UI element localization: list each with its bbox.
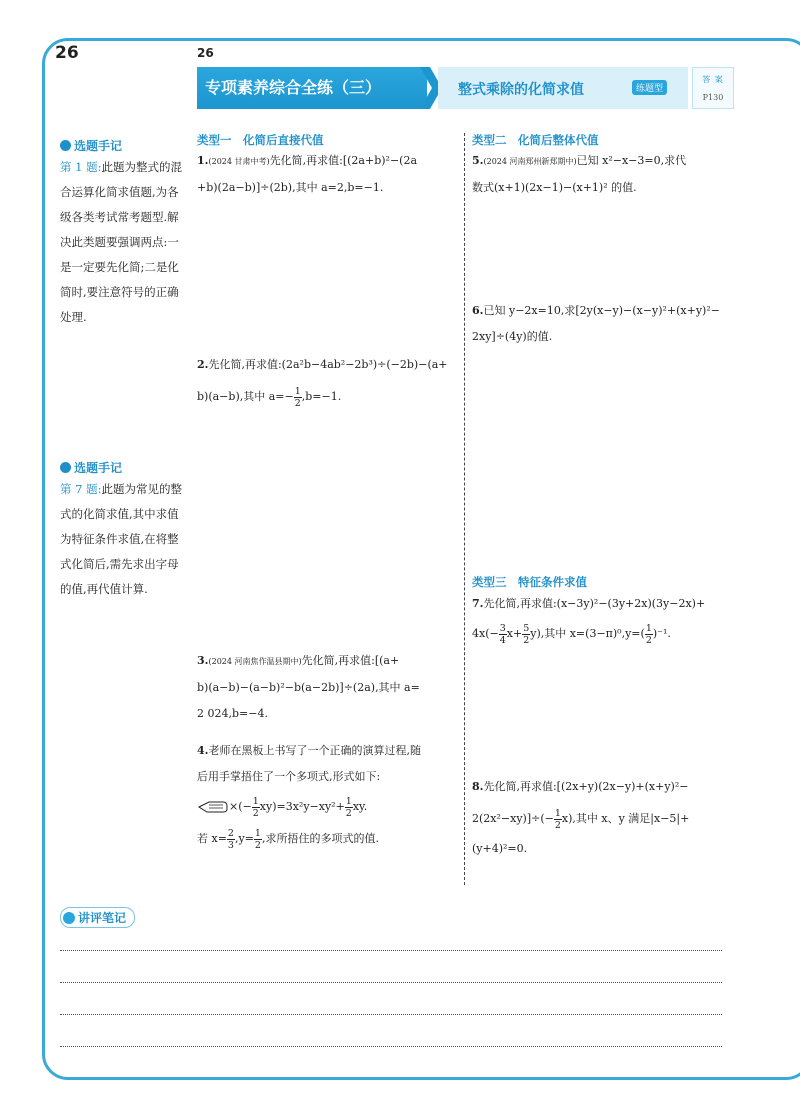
section-title: 专项素养综合全练（三）: [197, 67, 427, 109]
question-3: 3.(2024 河南焦作温县期中)先化简,再求值:[(a+ b)(a−b)−(a−b)²−b(a−2b)]÷(2a),其中 a= 2 024,b=−4.: [197, 654, 420, 720]
practice-tag: 练题型: [632, 80, 667, 95]
note-line[interactable]: [60, 982, 722, 983]
question-4: 4.老师在黑板上书写了一个正确的演算过程,随 后用手掌捂住了一个多项式,形式如下: ×(− $\frac{1}{2}$ xy)=3x²y−xy²+ $\frac{1}{2}$ xy. 若 x= $\frac{2}{3}$ ,y= $\frac{1}{2}$ ,求所捂住的多项式的值.: [197, 744, 421, 851]
note-icon: [60, 462, 71, 473]
page-number-small: 26: [197, 46, 214, 60]
type3-heading: 类型三 特征条件求值: [472, 575, 587, 589]
note-line[interactable]: [60, 1046, 722, 1047]
banner-subtitle: 整式乘除的化简求值: [458, 82, 584, 98]
type2-heading: 类型二 化简后整体代值: [472, 133, 599, 147]
answer-box: [692, 67, 734, 109]
question-8: 8.先化简,再求值:[(2x+y)(2x−y)+(x+y)²− 2(2x²−xy)]÷(− $\frac{1}{2}$ x),其中 x、y 满足|x−5|+ (y+4)²=0.: [472, 780, 690, 855]
sidebar-note-1: 第 1 题:此题为整式的混合运算化简求值题,为各级各类考试常考题型.解决此类题要强调两点:一是一定要先化简;二是化简时,要注意符号的正确处理.: [60, 160, 183, 324]
question-7: 7.先化简,再求值:(x−3y)²−(3y+2x)(3y−2x)+ 4x(− $\frac{3}{4}$ x+ $\frac{5}{2}$ y),其中 x=(3−π)⁰,y=( $\frac{1}{2}$ )⁻¹.: [472, 597, 706, 646]
note-line[interactable]: [60, 1014, 722, 1015]
type1-heading: 类型一 化简后直接代值: [197, 133, 324, 147]
question-2: 2.先化简,再求值:(2a²b−4ab²−2b³)÷(−2b)−(a+ b)(a−b),其中 a=− $\frac{1}{2}$ ,b=−1.: [197, 358, 448, 409]
page-number: 26: [55, 43, 79, 63]
sidebar-heading-2: 选题手记: [60, 459, 122, 476]
question-1: 1.(2024 甘肃中考)先化简,再求值:[(2a+b)²−(2a +b)(2a−b)]÷(2b),其中 a=2,b=−1.: [197, 154, 418, 194]
question-6: 6.已知 y−2x=10,求[2y(x−y)−(x−y)²+(x+y)²− 2xy]÷(4y)的值.: [472, 304, 720, 343]
column-divider: [464, 133, 465, 885]
notes-icon: [63, 912, 75, 924]
answer-page: P130: [702, 93, 724, 102]
answer-label: 答 案: [702, 75, 724, 84]
notes-heading: 讲评笔记: [60, 907, 135, 928]
sidebar-heading-1: 选题手记: [60, 137, 122, 154]
palm-icon: [197, 798, 229, 816]
note-icon: [60, 140, 71, 151]
sidebar-note-2: 第 7 题:此题为常见的整式的化简求值,其中求值为特征条件求值,在将整式化简后,需先求出字母的值,再代值计算.: [60, 482, 183, 596]
note-line[interactable]: [60, 950, 722, 951]
question-5: 5.(2024 河南郑州新郑期中)已知 x²−x−3=0,求代 数式(x+1)(2x−1)−(x+1)² 的值.: [472, 154, 687, 194]
